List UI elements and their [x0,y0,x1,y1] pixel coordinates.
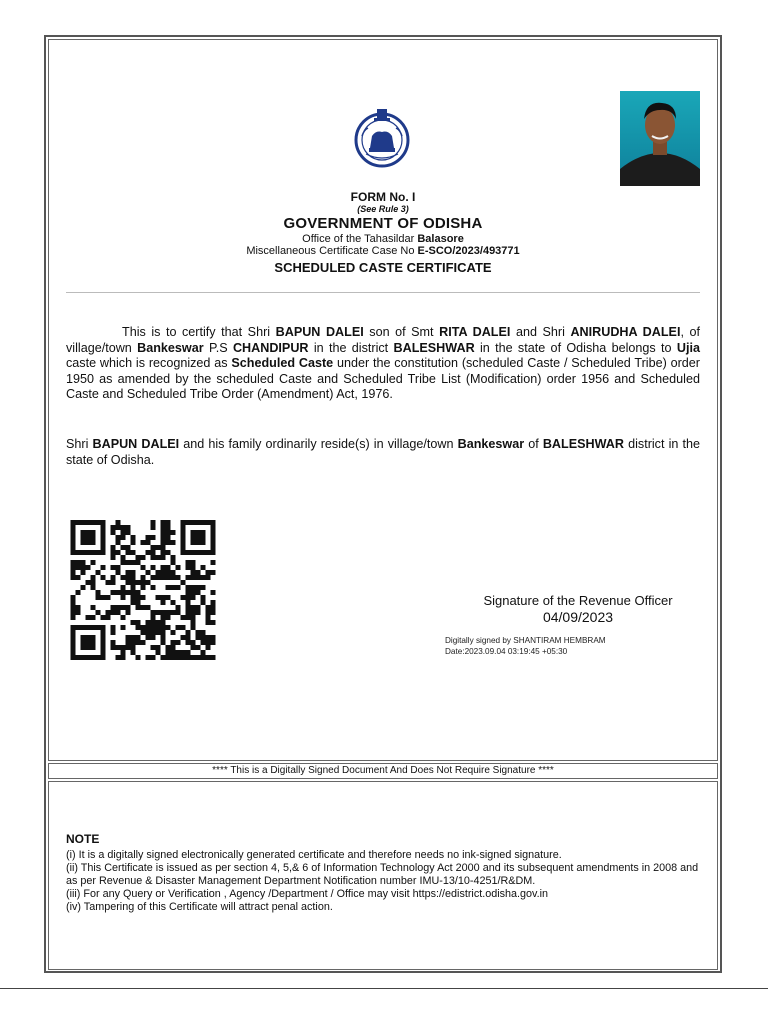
note-title: NOTE [66,832,100,846]
office-place: Balasore [417,233,464,245]
signature-label: Signature of the Revenue Officer [483,593,673,608]
note-item: (iv) Tampering of this Certificate will attract penal action. [66,901,333,913]
resident-name: BAPUN DALEI [92,437,180,451]
father-name: ANIRUDHA DALEI [570,325,681,339]
digital-sign-date: Date:2023.09.04 03:19:45 +05:30 [445,647,568,656]
resident-village: Bankeswar [457,437,525,451]
office-prefix: Office of the Tahasildar [302,233,415,245]
caste-category: Scheduled Caste [231,356,334,371]
district-name: BALESHWAR [393,340,475,355]
holder-name: BAPUN DALEI [275,325,364,339]
qr-code [70,520,216,660]
residence-paragraph: Shri BAPUN DALEI and his family ordinarily reside(s) in village/town Bankeswar of BALESHWAR district in the state of Odisha. [66,437,700,467]
certification-paragraph: This is to certify that Shri BAPUN DALEI son of Smt RITA DALEI and Shri ANIRUDHA DALEI, of village/town Bankeswar P.S CHANDIPUR in the district BALESHWAR in the state of Odisha belongs to Ujia caste which is recognized as Scheduled Caste under the constitution (scheduled Caste / Scheduled Tribe) order 1950 as amended by the scheduled Caste and Scheduled Tribe List (Modification) order 1956 and Scheduled Caste and Scheduled Tribe Order (Amendment) Act, 1976. [66,325,700,402]
resident-district: BALESHWAR [542,437,624,451]
note-item: (iii) For any Query or Verification , Agency /Department / Office may visit https://edistrict.odisha.gov.in [66,888,549,900]
village-name: Bankeswar [137,340,204,355]
case-number: E-SCO/2023/493771 [417,245,520,257]
signature-date: 04/09/2023 [542,609,614,625]
digital-signer: Digitally signed by SHANTIRAM HEMBRAM [445,636,606,645]
caste-name: Ujia [676,340,700,355]
see-rule-note: (See Rule 3) [357,204,409,214]
note-list [66,849,706,914]
case-prefix: Miscellaneous Certificate Case No [246,245,415,257]
page-bottom-rule [0,988,768,989]
digital-signature-banner: **** This is a Digitally Signed Document And Does Not Require Signature **** [48,763,718,779]
certificate-title: SCHEDULED CASTE CERTIFICATE [274,260,492,275]
applicant-photo [620,91,700,186]
issuing-office [66,233,700,245]
form-number: FORM No. I [350,190,416,204]
case-number-line [66,245,700,257]
mother-name: RITA DALEI [439,325,511,339]
note-item: (ii) This Certificate is issued as per section 4, 5,& 6 of Information Technology Act 2000 and its subsequent amendments in 2008 and as per Revenue & Disaster Management Department Notification number IMU-13/10-4251/R&DM. [66,862,699,887]
government-title: GOVERNMENT OF ODISHA [283,215,483,232]
odisha-emblem-icon [352,106,412,168]
header-divider [66,292,700,293]
digital-signature-info [445,635,606,657]
police-station: CHANDIPUR [232,340,309,355]
note-item: (i) It is a digitally signed electronically generated certificate and therefore needs no ink-signed signature. [66,849,562,861]
